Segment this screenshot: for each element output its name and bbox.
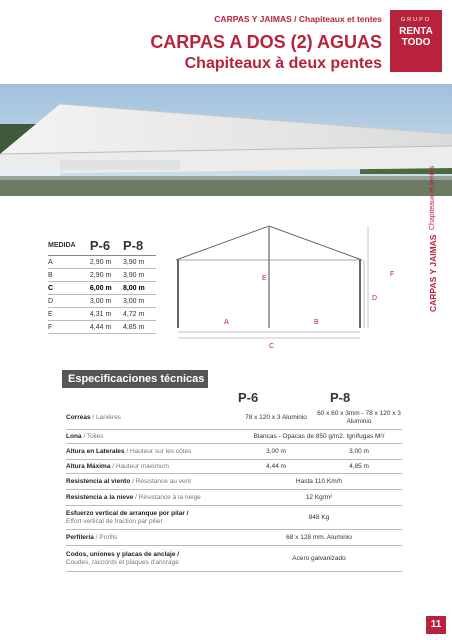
- dim-p6: 2,90 m: [90, 256, 123, 269]
- spec-label-fr: Effort vertical de traction par pilier: [66, 517, 163, 525]
- page-title: CARPAS A DOS (2) AGUAS: [150, 32, 382, 52]
- label-c: C: [269, 343, 275, 350]
- label-a: A: [224, 319, 229, 326]
- dim-key: F: [48, 321, 90, 334]
- spec-label-fr: / Profils: [95, 533, 118, 541]
- dim-p8: 4,85 m: [123, 321, 156, 334]
- spec-row-correas: [66, 406, 402, 430]
- table-row: [48, 295, 156, 308]
- logo-line3: TODO: [401, 37, 431, 48]
- dim-header-medida: MEDIDA: [48, 236, 90, 256]
- tent-photo: [0, 84, 452, 196]
- spec-value-p8: 60 x 60 x 3mm - 78 x 120 x 3 Aluminio: [317, 409, 401, 425]
- spec-value-shared: Blancas - Opacas de 850 g/m2. Ignífugas M²/: [253, 432, 385, 440]
- spec-label-fr: / Lanières: [92, 413, 121, 421]
- page-subtitle: Chapiteaux à deux pentes: [184, 55, 382, 72]
- spec-value-shared: 848 Kg: [308, 513, 330, 521]
- dim-header-p6: P-6: [90, 236, 123, 256]
- table-row: [48, 321, 156, 334]
- label-d: D: [372, 295, 378, 302]
- dim-key: D: [48, 295, 90, 308]
- spec-row-lona: [66, 430, 402, 444]
- spec-row-viento: [66, 474, 402, 490]
- label-f-container: [388, 266, 400, 280]
- dim-p6: 2,90 m: [90, 269, 123, 282]
- spec-value-shared: Acero galvanizado: [292, 554, 346, 562]
- spec-label-fr: Coudes, raccords et plaques d'ancrage: [66, 558, 179, 566]
- category-sub-label: / Chapiteaux et tentes: [294, 14, 382, 24]
- dim-key: E: [48, 308, 90, 321]
- spec-row-perfileria: [66, 530, 402, 546]
- tent-dimension-diagram: [168, 212, 378, 352]
- dim-p8: 3,00 m: [123, 295, 156, 308]
- page-number: 11: [426, 616, 446, 634]
- spec-value-p6: 4,44 m: [266, 462, 286, 470]
- logo-line2: RENTA: [399, 26, 433, 37]
- spec-label: Lona: [66, 432, 82, 440]
- dim-p8: 4,72 m: [123, 308, 156, 321]
- brand-logo: [390, 10, 442, 72]
- logo-line1: GRUPO: [400, 17, 432, 23]
- category-label: CARPAS Y JAIMAS: [214, 14, 292, 24]
- spec-label: Altura en Laterales: [66, 447, 125, 455]
- side-label-main: CARPAS Y JAIMAS: [428, 234, 438, 312]
- spec-row-esfuerzo: [66, 506, 402, 530]
- spec-label-fr: / Résistance au vent: [132, 477, 192, 485]
- label-b: B: [314, 319, 319, 326]
- spec-label-fr: / Hauteur maximum: [112, 462, 169, 470]
- dimensions-header-row: [48, 236, 156, 256]
- dim-key: B: [48, 269, 90, 282]
- spec-label: Correas: [66, 413, 91, 421]
- spec-label: Perfilería: [66, 533, 94, 541]
- spec-label: Codos, uniones y placas de anclaje /: [66, 550, 180, 558]
- spec-value-shared: 68 x 128 mm. Aluminio: [286, 533, 352, 541]
- spec-label: Resistencia al viento: [66, 477, 131, 485]
- spec-label-fr: / Hauteur sur les côtés: [126, 447, 192, 455]
- specs-col-p8: P-8: [330, 390, 351, 405]
- spec-row-codos: [66, 546, 402, 572]
- table-row: [48, 269, 156, 282]
- spec-label-fr: / Résistance à la neige: [135, 493, 201, 501]
- dim-p8: 3,90 m: [123, 269, 156, 282]
- dim-p6: 4,31 m: [90, 308, 123, 321]
- specs-col-p6: P-6: [238, 390, 259, 405]
- side-category-label: [424, 165, 440, 312]
- side-label-sub: Chapiteaux et tentes: [429, 165, 436, 231]
- spec-label: Resistencia a la nieve: [66, 493, 134, 501]
- spec-value-p6: 3,00 m: [266, 447, 286, 455]
- table-row: [48, 308, 156, 321]
- dim-p6: 4,44 m: [90, 321, 123, 334]
- dim-key: A: [48, 256, 90, 269]
- table-row: [48, 256, 156, 269]
- spec-value-p6: 78 x 120 x 3 Aluminio: [245, 413, 307, 421]
- dim-key: C: [48, 282, 90, 295]
- table-row: [48, 282, 156, 295]
- label-e: E: [262, 275, 267, 282]
- spec-row-nieve: [66, 490, 402, 506]
- label-f: F: [390, 271, 395, 278]
- spec-value-shared: 12 Kg/m²: [305, 493, 333, 501]
- spec-value-p8: 4,85 m: [349, 462, 369, 470]
- specs-heading: Especificaciones técnicas: [62, 370, 208, 388]
- dim-p6: 6,00 m: [90, 282, 123, 295]
- dim-header-p8: P-8: [123, 236, 156, 256]
- dim-p8: 3,90 m: [123, 256, 156, 269]
- spec-label: Altura Máxima: [66, 462, 111, 470]
- spec-value-p8: 3,00 m: [349, 447, 369, 455]
- category-header: [214, 14, 382, 24]
- spec-label: Esfuerzo vertical de arranque por pilar /: [66, 509, 189, 517]
- spec-value-shared: Hasta 110 Km/h: [295, 477, 343, 485]
- dimensions-table: [48, 236, 156, 334]
- spec-row-altura-maxima: [66, 460, 402, 474]
- dim-p8: 8,00 m: [123, 282, 156, 295]
- spec-row-altura-laterales: [66, 444, 402, 460]
- spec-label-fr: / Toiles: [83, 432, 104, 440]
- dim-p6: 3,00 m: [90, 295, 123, 308]
